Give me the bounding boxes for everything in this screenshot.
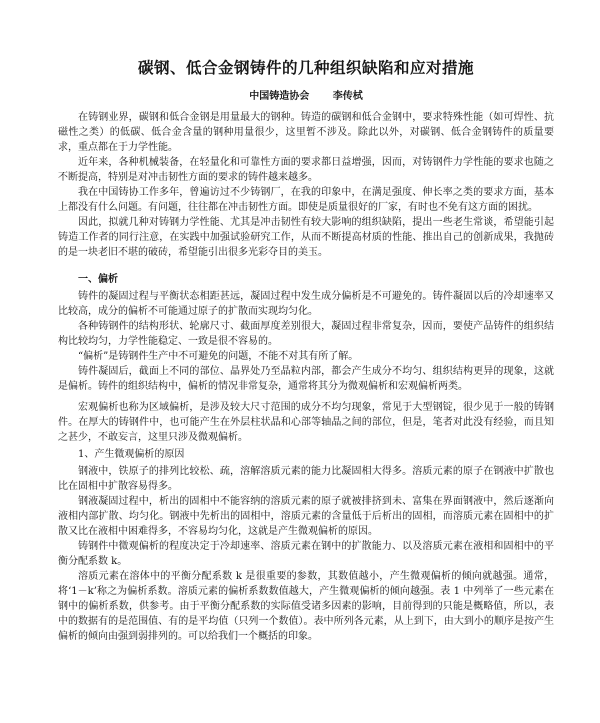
body-paragraph: 铸件的凝固过程与平衡状态相距甚远，凝固过程中发生成分偏析是不可避免的。铸件凝固以后的冷却速率又比较高，成分的偏析不可能通过原子的扩散而实现均匀化。 xyxy=(58,291,554,317)
page-title: 碳钢、低合金钢铸件的几种组织缺陷和应对措施 xyxy=(137,59,474,77)
author-name: 李传栻 xyxy=(332,91,363,102)
body-paragraph: 溶质元素在溶体中的平衡分配系数 k 是很重要的参数，其数值越小，产生微观偏析的倾向就越强。通常，将‘1－k’称之为偏析系数。溶质元素的偏析系数数值越大，产生微观偏析的倾向越强。表 1 中列举了一些元素在钢中的偏析系数，供参考。由于平衡分配系数的实际值受诸多因素的影响，目前得到的只能是概略值，所以，表中的数据有的是范围值、有的是平均值（只列一个数值）。表中所列各元素，从上到下，由大到小的顺序是按产生偏析的倾向由强到弱排列的。可以给我们一个概括的印象。 xyxy=(58,571,554,642)
intro-paragraph: 在铸钢业界，碳钢和低合金钢是用量最大的钢种。铸造的碳钢和低合金钢中，要求特殊性能（如可焊性、抗磁性之类）的低碳、低合金含量的钢种用量很少，这里暂不涉及。除此以外，对碳钢、低合金钢铸件的质量要求，重点都在于力学性能。 xyxy=(58,112,554,153)
body-paragraph: 钢液中，铁原子的排列比较松、疏，溶解溶质元素的能力比凝固相大得多。溶质元素的原子在钢液中扩散也比在固相中扩散容易得多。 xyxy=(58,466,554,492)
body-paragraph: 宏观偏析也称为区域偏析，是涉及较大尺寸范围的成分不均匀现象，常见于大型钢锭，很少见于一般的铸钢件。在厚大的铸钢件中，也可能产生在外层柱状晶和心部等轴晶之间的部位，但是，笔者对此没有经验，而且知之甚少，不敢妄言，这里只涉及微观偏析。 xyxy=(58,402,554,443)
intro-paragraph: 因此，拟就几种对铸钢力学性能、尤其是冲击韧性有较大影响的组织缺陷，提出一些老生常谈，希望能引起铸造工作者的同行注意，在实践中加强试验研究工作，从而不断提高材质的性能、推出自己的创新成果，我抛砖的是一块老旧不堪的破砖，希望能引出很多光彩夺目的美玉。 xyxy=(58,217,554,258)
byline xyxy=(58,87,554,102)
body-paragraph: 铸钢件中微观偏析的程度决定于冷却速率、溶质元素在钢中的扩散能力、以及溶质元素在液相和固相中的平衡分配系数 k。 xyxy=(58,541,554,567)
body-paragraph: “偏析”是铸钢件生产中不可避免的问题，不能不对其有所了解。 xyxy=(78,351,359,362)
body-paragraph: 各种铸钢件的结构形状、轮廓尺寸、截面厚度差别很大，凝固过程非常复杂，因而，要使产品铸件的组织结构比较均匀，力学性能稳定、一致是很不容易的。 xyxy=(58,321,554,347)
author-organization: 中国铸造协会 xyxy=(249,91,310,102)
intro-paragraph: 我在中国铸协工作多年，曾遍访过不少铸钢厂，在我的印象中，在满足强度、伸长率之类的要求方面，基本上都没有什么问题。有问题，往往都在冲击韧性方面。即使是质量很好的厂家，有时也不免有这方面的困扰。 xyxy=(58,187,554,213)
section-heading: 一、偏析 xyxy=(78,274,118,285)
intro-paragraph: 近年来，各种机械装备，在轻量化和可靠性方面的要求都日益增强，因而，对铸钢件力学性能的要求也随之不断提高，特别是对冲击韧性方面的要求的铸件越来越多。 xyxy=(58,157,554,183)
body-paragraph: 钢液凝固过程中，析出的固相中不能容纳的溶质元素的原子就被排挤到未、富集在界面钢液中，然后逐渐向液相内部扩散、均匀化。钢液中先析出的固相中，溶质元素的含量低于后析出的固相，而溶质元素在固相中的扩散又比在液相中困难得多，不容易均匀化，这就是产生微观偏析的原因。 xyxy=(58,496,554,537)
body-paragraph: 铸件凝固后，截面上不同的部位、晶界处乃至晶粒内部，都会产生成分不均匀、组织结构更异的现象，这就是偏析。铸件的组织结构中，偏析的情况非常复杂，通常将其分为微观偏析和宏观偏析两类。 xyxy=(58,366,554,392)
subsection-heading: 1、产生微观偏析的原因 xyxy=(78,449,185,460)
